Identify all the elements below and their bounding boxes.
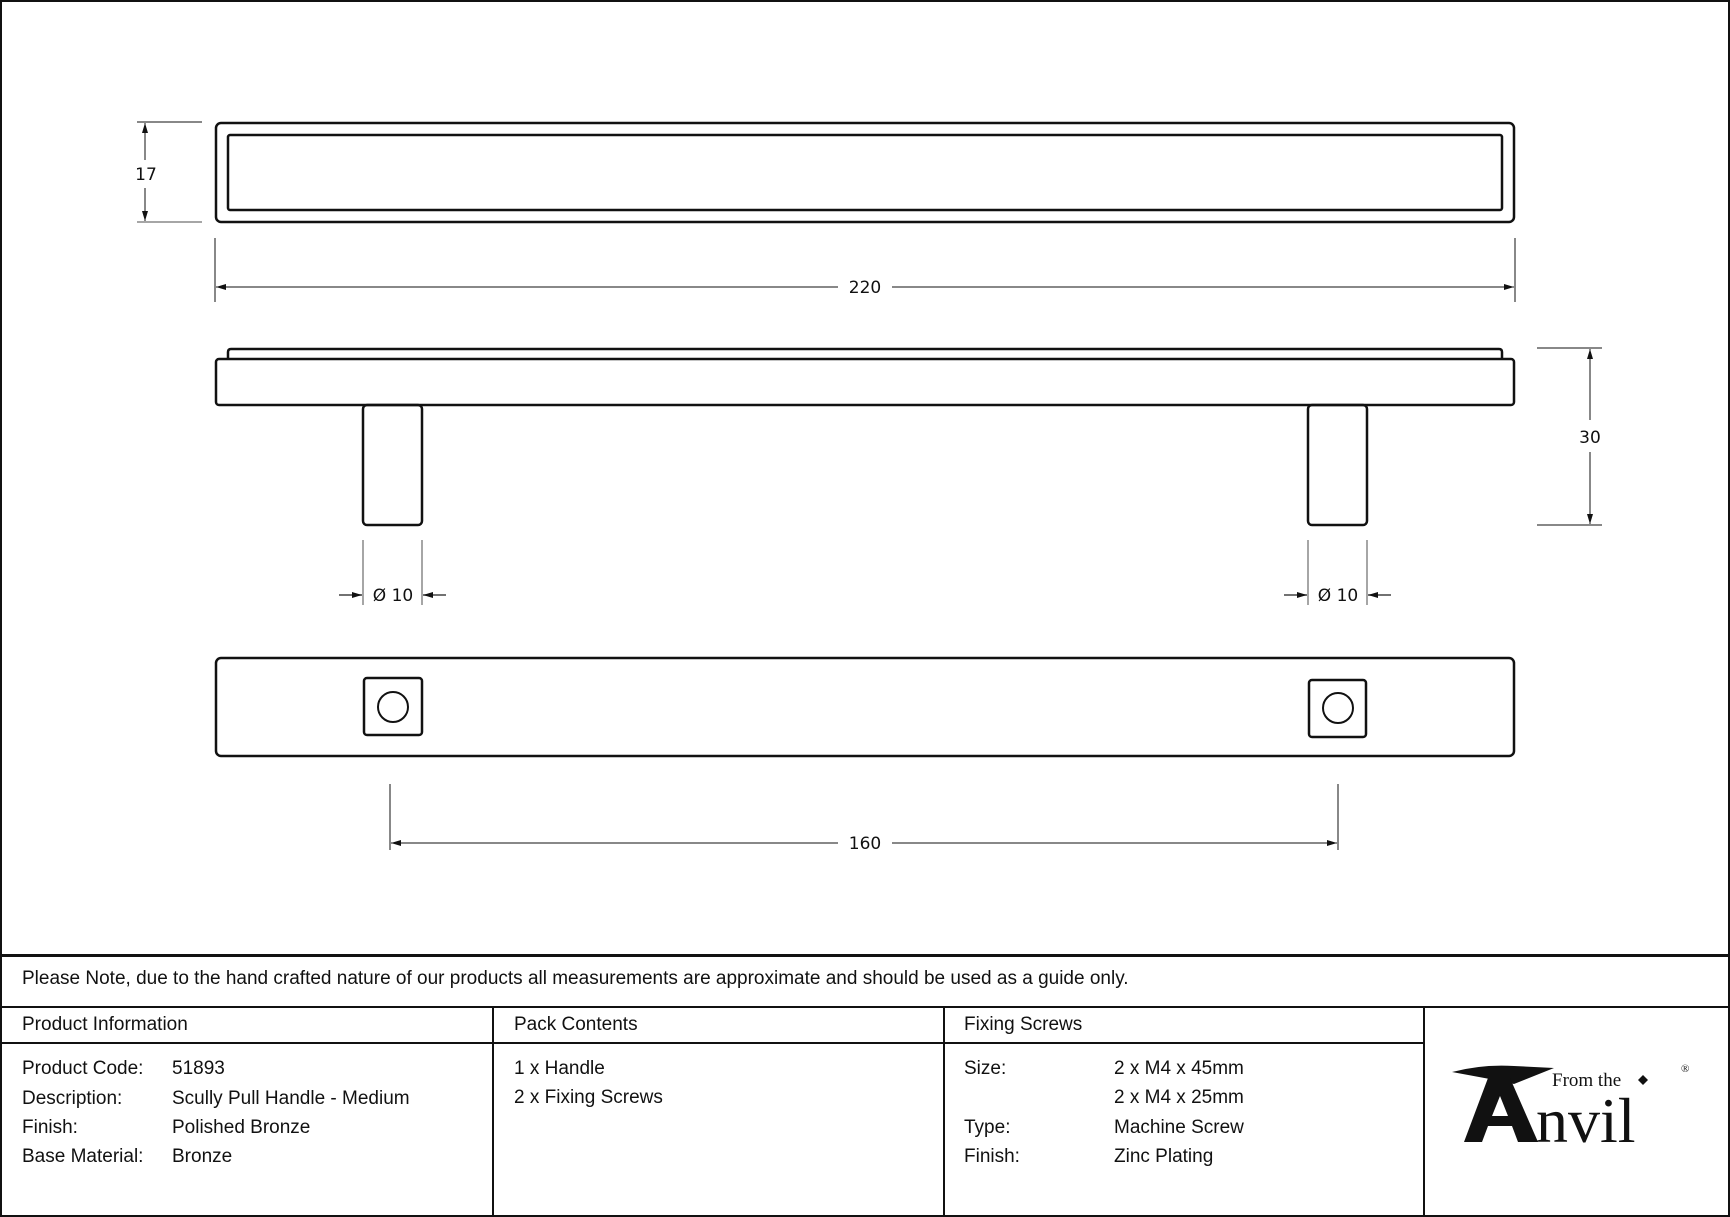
screw-type-label: Type: xyxy=(964,1117,1011,1138)
pack-item: 2 x Fixing Screws xyxy=(514,1087,663,1108)
base-material-value: Bronze xyxy=(172,1146,233,1167)
pack-contents-heading: Pack Contents xyxy=(514,1014,638,1035)
side-view xyxy=(216,349,1514,525)
svg-text:17: 17 xyxy=(135,165,157,185)
fixing-screws-heading: Fixing Screws xyxy=(964,1014,1083,1035)
dimension-length xyxy=(215,238,1515,302)
base-material-label: Base Material: xyxy=(22,1146,144,1167)
description-label: Description: xyxy=(22,1088,123,1109)
finish-value: Polished Bronze xyxy=(172,1117,311,1138)
diamond-icon xyxy=(1638,1075,1648,1085)
column-divider-1 xyxy=(492,1007,494,1215)
product-information-heading: Product Information xyxy=(22,1014,188,1035)
column-divider-2 xyxy=(943,1007,945,1215)
product-code-label: Product Code: xyxy=(22,1058,144,1079)
svg-text:Ø 10: Ø 10 xyxy=(1317,586,1359,606)
screw-size-value-2: 2 x M4 x 25mm xyxy=(1114,1087,1244,1108)
column-divider-3 xyxy=(1423,1007,1425,1215)
from-the-anvil-logo xyxy=(1452,1058,1692,1148)
dimension-centres xyxy=(390,784,1338,854)
svg-text:160: 160 xyxy=(848,834,882,854)
top-view xyxy=(216,123,1514,222)
product-code-value: 51893 xyxy=(172,1058,225,1079)
bottom-view xyxy=(216,658,1514,756)
screw-finish-value: Zinc Plating xyxy=(1114,1146,1214,1167)
table-top-border xyxy=(0,1006,1730,1008)
dimension-height-side xyxy=(1537,348,1602,525)
svg-text:From the: From the xyxy=(1552,1070,1622,1091)
svg-text:30: 30 xyxy=(1579,428,1601,448)
footer-divider xyxy=(0,954,1730,957)
dimension-post-diameter-left xyxy=(339,540,446,606)
description-value: Scully Pull Handle - Medium xyxy=(172,1088,410,1109)
screw-size-label: Size: xyxy=(964,1058,1007,1079)
measurement-note: Please Note, due to the hand crafted nature of our products all measurements are approximate and should be used as a guide only. xyxy=(22,968,1129,989)
pack-item: 1 x Handle xyxy=(514,1058,605,1079)
dimension-post-diameter-right xyxy=(1284,540,1391,606)
svg-text:220: 220 xyxy=(848,278,882,298)
dimension-height-top xyxy=(135,122,202,222)
finish-label: Finish: xyxy=(22,1117,78,1138)
svg-text:®: ® xyxy=(1681,1063,1690,1075)
screw-size-value: 2 x M4 x 45mm xyxy=(1114,1058,1244,1079)
svg-text:Ø 10: Ø 10 xyxy=(372,586,414,606)
table-header-border xyxy=(0,1042,1424,1044)
screw-finish-label: Finish: xyxy=(964,1146,1020,1167)
screw-type-value: Machine Screw xyxy=(1114,1117,1244,1138)
svg-text:nvil: nvil xyxy=(1536,1085,1636,1148)
